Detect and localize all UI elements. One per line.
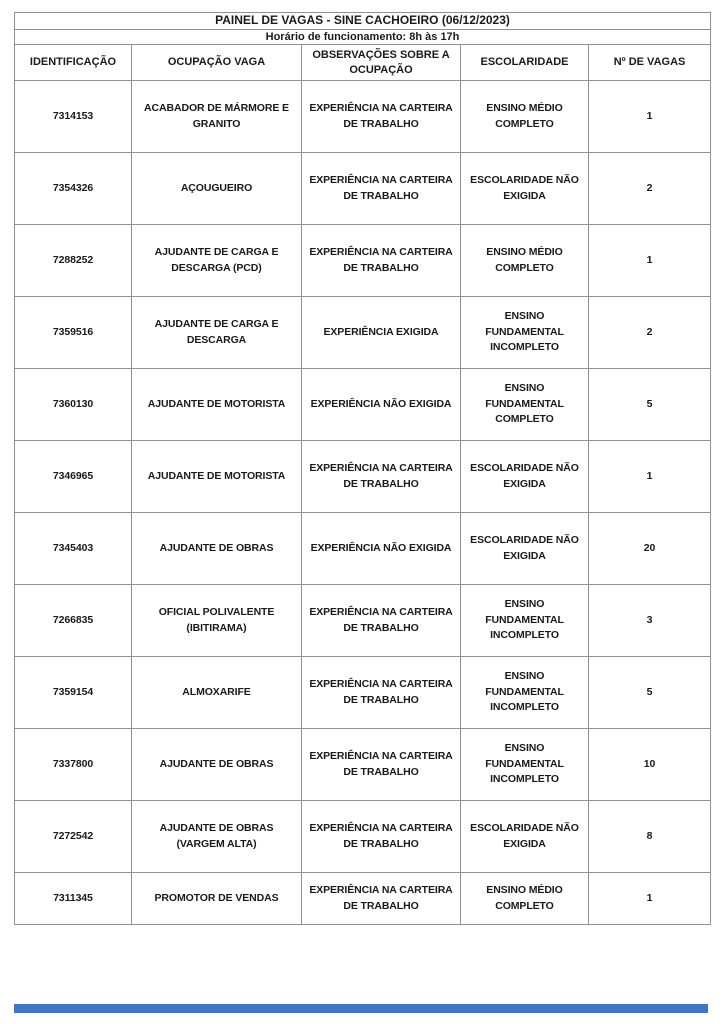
table-row (15, 297, 711, 369)
cell-escolaridade: ENSINO MÉDIO COMPLETO (461, 225, 589, 297)
cell-identificacao: 7288252 (15, 225, 132, 297)
panel-subtitle: Horário de funcionamento: 8h às 17h (15, 30, 711, 45)
table-row (15, 873, 711, 925)
subtitle-row (15, 30, 711, 45)
cell-observacoes: EXPERIÊNCIA NA CARTEIRA DE TRABALHO (302, 225, 461, 297)
cell-escolaridade: ENSINO FUNDAMENTAL INCOMPLETO (461, 729, 589, 801)
cell-identificacao: 7354326 (15, 153, 132, 225)
cell-observacoes: EXPERIÊNCIA NA CARTEIRA DE TRABALHO (302, 873, 461, 925)
cell-observacoes: EXPERIÊNCIA NÃO EXIGIDA (302, 369, 461, 441)
cell-identificacao: 7359516 (15, 297, 132, 369)
column-header-ocupacao: OCUPAÇÃO VAGA (132, 45, 302, 81)
table-row (15, 729, 711, 801)
cell-escolaridade: ENSINO FUNDAMENTAL INCOMPLETO (461, 297, 589, 369)
cell-escolaridade: ESCOLARIDADE NÃO EXIGIDA (461, 513, 589, 585)
cell-identificacao: 7346965 (15, 441, 132, 513)
cell-ocupacao: AJUDANTE DE OBRAS (132, 513, 302, 585)
table-row (15, 441, 711, 513)
cell-identificacao: 7345403 (15, 513, 132, 585)
cell-escolaridade: ESCOLARIDADE NÃO EXIGIDA (461, 801, 589, 873)
table-row (15, 81, 711, 153)
cell-ocupacao: AÇOUGUEIRO (132, 153, 302, 225)
cell-escolaridade: ENSINO FUNDAMENTAL COMPLETO (461, 369, 589, 441)
table-row (15, 657, 711, 729)
cell-identificacao: 7337800 (15, 729, 132, 801)
column-header-escolaridade: ESCOLARIDADE (461, 45, 589, 81)
cell-vagas: 20 (589, 513, 711, 585)
cell-observacoes: EXPERIÊNCIA NA CARTEIRA DE TRABALHO (302, 81, 461, 153)
cell-identificacao: 7311345 (15, 873, 132, 925)
column-header-observacoes: OBSERVAÇÕES SOBRE A OCUPAÇÃO (302, 45, 461, 81)
cell-escolaridade: ENSINO FUNDAMENTAL INCOMPLETO (461, 657, 589, 729)
cell-escolaridade: ENSINO FUNDAMENTAL INCOMPLETO (461, 585, 589, 657)
table-row (15, 153, 711, 225)
cell-ocupacao: AJUDANTE DE OBRAS (VARGEM ALTA) (132, 801, 302, 873)
panel-title: PAINEL DE VAGAS - SINE CACHOEIRO (06/12/2023) (15, 13, 711, 30)
cell-escolaridade: ENSINO MÉDIO COMPLETO (461, 873, 589, 925)
table-row (15, 585, 711, 657)
vacancy-table (14, 12, 711, 925)
cell-vagas: 2 (589, 153, 711, 225)
cell-escolaridade: ESCOLARIDADE NÃO EXIGIDA (461, 153, 589, 225)
cell-observacoes: EXPERIÊNCIA NA CARTEIRA DE TRABALHO (302, 729, 461, 801)
column-header-vagas: Nº DE VAGAS (589, 45, 711, 81)
cell-observacoes: EXPERIÊNCIA NA CARTEIRA DE TRABALHO (302, 153, 461, 225)
cell-ocupacao: AJUDANTE DE OBRAS (132, 729, 302, 801)
cell-vagas: 2 (589, 297, 711, 369)
cell-vagas: 3 (589, 585, 711, 657)
title-row (15, 13, 711, 30)
cell-vagas: 10 (589, 729, 711, 801)
cell-ocupacao: AJUDANTE DE CARGA E DESCARGA (132, 297, 302, 369)
column-header-row (15, 45, 711, 81)
table-row (15, 369, 711, 441)
cell-identificacao: 7266835 (15, 585, 132, 657)
cell-vagas: 5 (589, 657, 711, 729)
table-row (15, 801, 711, 873)
table-row (15, 225, 711, 297)
cell-identificacao: 7360130 (15, 369, 132, 441)
table-body (15, 81, 711, 925)
cell-observacoes: EXPERIÊNCIA NÃO EXIGIDA (302, 513, 461, 585)
cell-observacoes: EXPERIÊNCIA NA CARTEIRA DE TRABALHO (302, 441, 461, 513)
cell-ocupacao: AJUDANTE DE CARGA E DESCARGA (PCD) (132, 225, 302, 297)
cell-vagas: 1 (589, 441, 711, 513)
cell-observacoes: EXPERIÊNCIA EXIGIDA (302, 297, 461, 369)
cell-vagas: 1 (589, 873, 711, 925)
cell-vagas: 8 (589, 801, 711, 873)
cell-ocupacao: OFICIAL POLIVALENTE (IBITIRAMA) (132, 585, 302, 657)
cell-ocupacao: PROMOTOR DE VENDAS (132, 873, 302, 925)
cell-ocupacao: ACABADOR DE MÁRMORE E GRANITO (132, 81, 302, 153)
table-row (15, 513, 711, 585)
cell-ocupacao: ALMOXARIFE (132, 657, 302, 729)
cell-ocupacao: AJUDANTE DE MOTORISTA (132, 369, 302, 441)
cell-identificacao: 7272542 (15, 801, 132, 873)
next-section-band (14, 1004, 708, 1013)
cell-escolaridade: ESCOLARIDADE NÃO EXIGIDA (461, 441, 589, 513)
cell-vagas: 1 (589, 81, 711, 153)
cell-vagas: 1 (589, 225, 711, 297)
column-header-identificacao: IDENTIFICAÇÃO (15, 45, 132, 81)
cell-vagas: 5 (589, 369, 711, 441)
cell-identificacao: 7359154 (15, 657, 132, 729)
cell-observacoes: EXPERIÊNCIA NA CARTEIRA DE TRABALHO (302, 657, 461, 729)
cell-observacoes: EXPERIÊNCIA NA CARTEIRA DE TRABALHO (302, 801, 461, 873)
cell-escolaridade: ENSINO MÉDIO COMPLETO (461, 81, 589, 153)
cell-observacoes: EXPERIÊNCIA NA CARTEIRA DE TRABALHO (302, 585, 461, 657)
cell-ocupacao: AJUDANTE DE MOTORISTA (132, 441, 302, 513)
cell-identificacao: 7314153 (15, 81, 132, 153)
